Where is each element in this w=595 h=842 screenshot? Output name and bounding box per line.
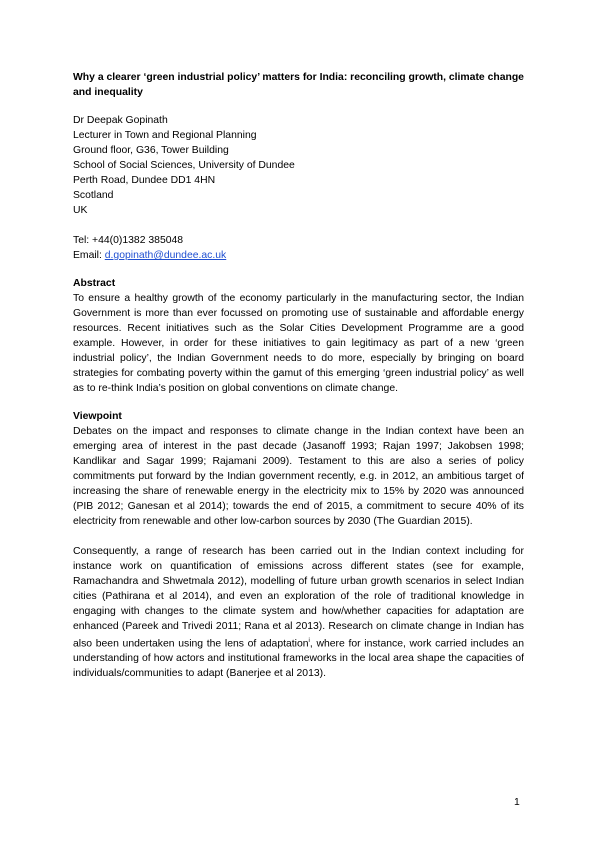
author-region: Scotland [73,190,114,201]
viewpoint-paragraph-2-text: Consequently, a range of research has been carried out in the Indian context including for instance work on quantification of emissions across different states (see for example, Ramachandra and Shwetmala 2012), modelling of future urban growth scenarios in select Indian cities (Pathirana et al 2014), and even an exploration of the role of traditional knowledge in engaging with changes to the climate system and how/whether capacities for adaptation are enhanced (Pareek and Trivedi 2011; Rana et al 2013). Research on climate change in Indian has also been undertaken using the lens of adaptation [73,546,524,650]
author-street: Perth Road, Dundee DD1 4HN [73,175,216,186]
author-block [73,113,524,218]
author-name: Dr Deepak Gopinath [73,115,168,126]
author-country: UK [73,205,88,216]
telephone: Tel: +44(0)1382 385048 [73,235,184,246]
viewpoint-paragraph-1: Debates on the impact and responses to climate change in the Indian context have been an emerging area of interest in the past decade (Jasanoff 1993; Rajan 1997; Jakobsen 1998; Kandlikar and Sagar 1999; Rajamani 2009). Testament to this are also a series of policy commitments put forward by the Indian government recently, e.g. in 2012, an ambitious target of increasing the share of renewable energy in the electricity mix to 15% by 2020 was announced (PIB 2012; Ganesan et al 2014); towards the end of 2015, a commitment to secure 40% of its electricity from renewable and other low-carbon sources by 2030 (The Guardian 2015). [73,426,524,527]
email-line [73,248,524,263]
email-label: Email: [73,250,105,261]
paragraph-spacer [73,529,524,544]
paper-title: Why a clearer ‘green industrial policy’ matters for India: reconciling growth, climate change and inequality [73,72,524,98]
viewpoint-heading: Viewpoint [73,411,122,422]
page-content [73,70,524,681]
page-number: 1 [514,797,520,808]
contact-block [73,233,524,263]
abstract-heading: Abstract [73,278,116,289]
abstract-text: To ensure a healthy growth of the economy particularly in the manufacturing sector, the Indian Government is more than ever focussed on promoting use of sustainable and affordable energy resources. Recent initiatives such as the Solar Cities Development Programme are a good example. However, in order for these initiatives to gain legitimacy as part of a new ‘green industrial policy’, the Indian Government needs to do more, especially by bringing on board strategies for combating poverty within the gamut of this emerging ‘green industrial policy’ as well as to re-think India’s position on global conventions on climate change. [73,293,524,394]
abstract-section [73,276,524,396]
viewpoint-paragraph-2 [73,544,524,681]
author-school: School of Social Sciences, University of Dundee [73,160,295,171]
footnote-marker[interactable]: i [308,638,310,644]
viewpoint-paragraph-2-end: , where for instance, work carried includes an understanding of how actors and institutional frameworks in the local area shape the capacities of individuals/communities to adapt (Banerjee et al 2013). [73,638,524,680]
email-link[interactable]: d.gopinath@dundee.ac.uk [104,250,227,261]
author-position: Lecturer in Town and Regional Planning [73,130,257,141]
author-office: Ground floor, G36, Tower Building [73,145,229,156]
viewpoint-section [73,409,524,681]
